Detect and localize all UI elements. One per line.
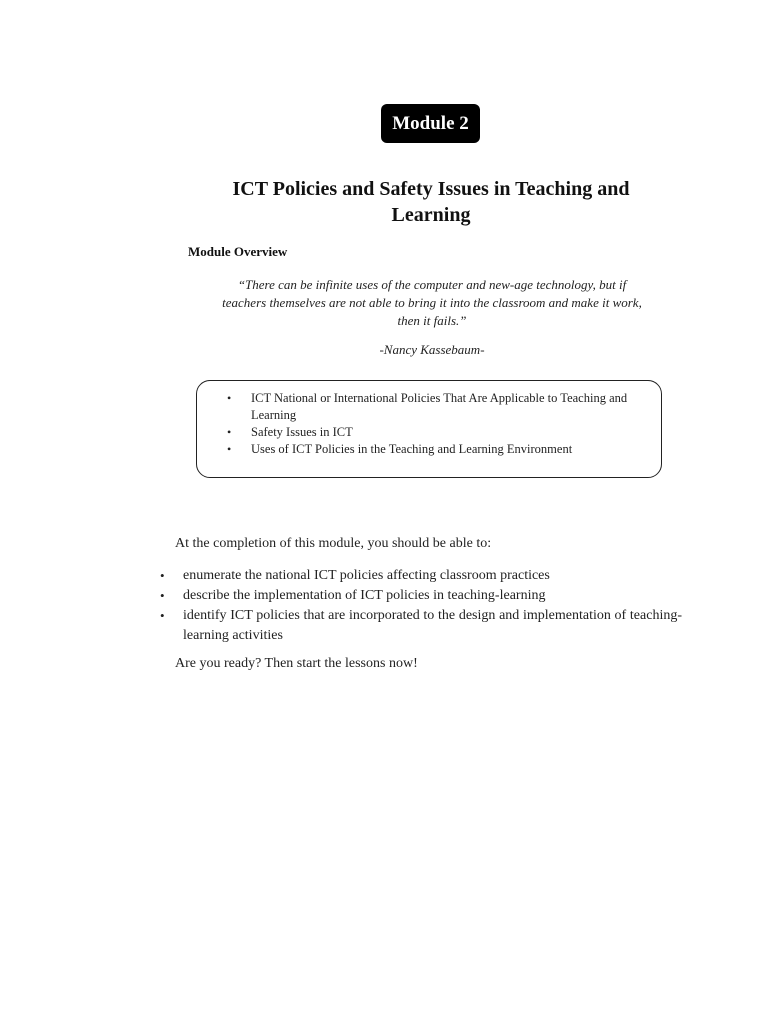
topic-item — [227, 441, 652, 458]
module-badge — [381, 104, 480, 143]
module-badge-label: Module 2 — [392, 112, 469, 134]
closing-text: Are you ready? Then start the lessons now! — [175, 656, 418, 671]
bullet-icon: • — [160, 588, 165, 603]
objective-text: describe the implementation of ICT policies in teaching-learning — [183, 588, 546, 603]
bullet-icon: • — [227, 391, 232, 405]
quote-author: -Nancy Kassebaum- — [379, 342, 485, 357]
objective-item — [160, 566, 682, 586]
overview-quote: “There can be infinite uses of the computer and new-age technology, but if teachers themselves are not able to bring it into the classroom and make it work, then it fails.” — [222, 277, 642, 328]
objective-item — [160, 606, 682, 646]
objective-text: enumerate the national ICT policies affecting classroom practices — [183, 568, 550, 583]
objectives-list — [160, 566, 682, 646]
topics-list — [227, 390, 652, 458]
bullet-icon: • — [227, 425, 232, 439]
topic-item — [227, 390, 652, 424]
topic-text: Uses of ICT Policies in the Teaching and Learning Environment — [251, 442, 573, 456]
bullet-icon: • — [160, 608, 165, 623]
topic-item — [227, 424, 652, 441]
overview-heading: Module Overview — [188, 244, 288, 259]
topic-text: ICT National or International Policies That Are Applicable to Teaching and Learning — [251, 391, 628, 422]
topic-text: Safety Issues in ICT — [251, 425, 353, 439]
bullet-icon: • — [160, 568, 165, 583]
topics-box — [196, 380, 662, 478]
objective-item — [160, 586, 682, 606]
objective-text: identify ICT policies that are incorporated to the design and implementation of teaching-learning activities — [183, 608, 682, 643]
module-title: ICT Policies and Safety Issues in Teaching and Learning — [232, 178, 630, 226]
objectives-intro: At the completion of this module, you should be able to: — [175, 536, 492, 551]
bullet-icon: • — [227, 442, 232, 456]
